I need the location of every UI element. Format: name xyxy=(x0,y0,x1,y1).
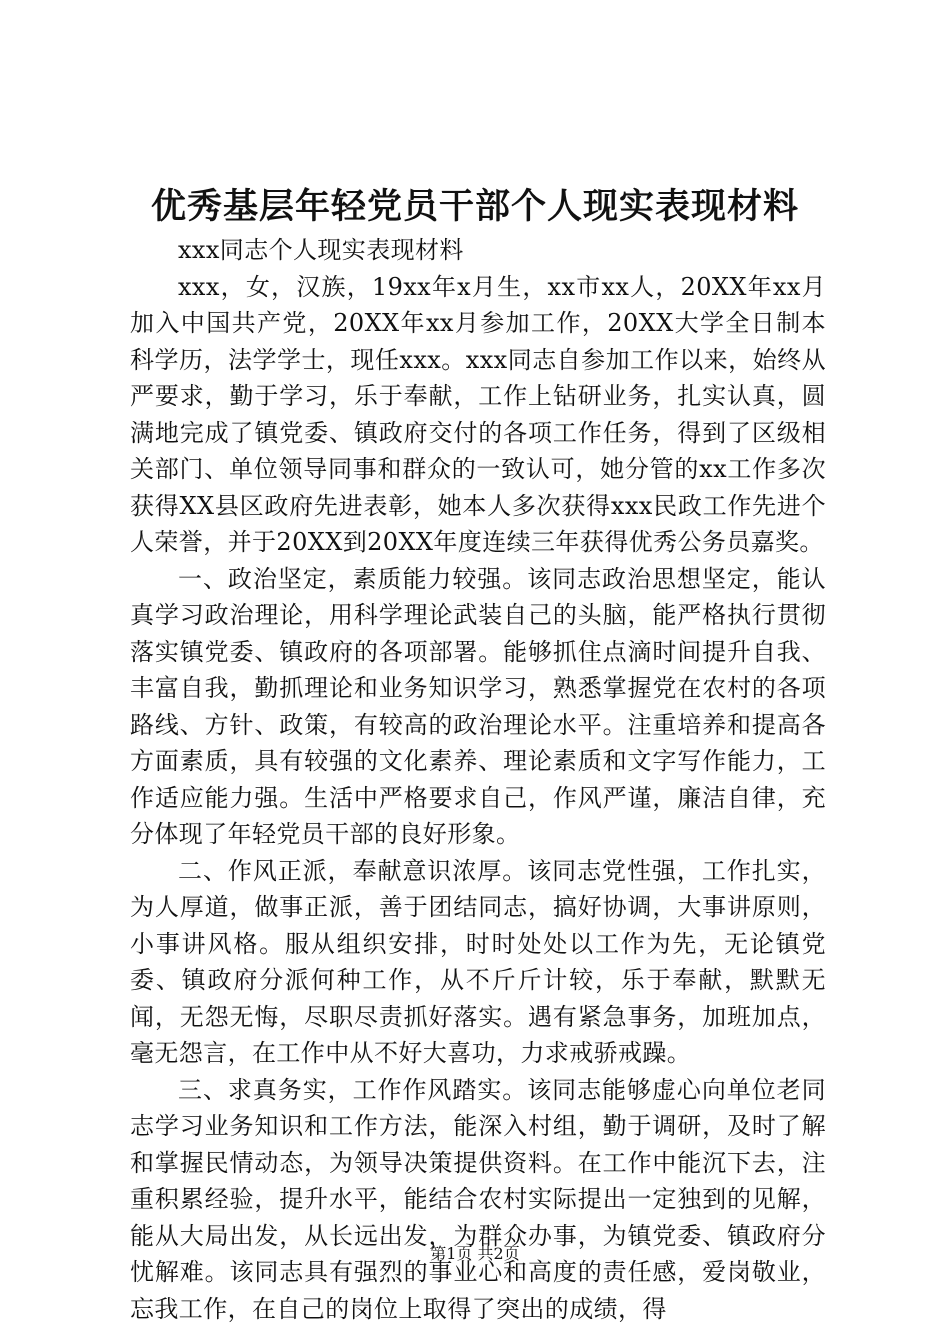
page-number-footer: 第1页 共2页 xyxy=(430,1244,520,1263)
intro-paragraph: xxx，女，汉族，19xx年x月生，xx市xx人，20XX年xx月加入中国共产党，20XX年xx月参加工作，20XX大学全日制本科学历，法学学士，现任xxx。xxx同志自参加工作以来，始终从严要求，勤于学习，乐于奉献，工作上钻研业务，扎实认真，圆满地完成了镇党委、镇政府交付的各项工作任务，得到了区级相关部门、单位领导同事和群众的一致认可，她分管的xx工作多次获得XX县区政府先进表彰，她本人多次获得xxx民政工作先进个人荣誉，并于20XX到20XX年度连续三年获得优秀公务员嘉奖。 xyxy=(130,272,826,556)
section-one-paragraph: 一、政治坚定，素质能力较强。该同志政治思想坚定，能认真学习政治理论，用科学理论武装自己的头脑，能严格执行贯彻落实镇党委、镇政府的各项部署。能够抓住点滴时间提升自我、丰富自我，勤抓理论和业务知识学习，熟悉掌握党在农村的各项路线、方针、政策，有较高的政治理论水平。注重培养和提高各方面素质，具有较强的文化素养、理论素质和文字写作能力，工作适应能力强。生活中严格要求自己，作风严谨，廉洁自律，充分体现了年轻党员干部的良好形象。 xyxy=(130,564,826,848)
document-body xyxy=(130,232,826,1327)
section-three-paragraph: 三、求真务实，工作作风踏实。该同志能够虚心向单位老同志学习业务知识和工作方法，能深入村组，勤于调研，及时了解和掌握民情动态，为领导决策提供资料。在工作中能沉下去，注重积累经验，提升水平，能结合农村实际提出一定独到的见解，能从大局出发，从长远出发，为群众办事，为镇党委、镇政府分忧解难。该同志具有强烈的事业心和高度的责任感，爱岗敬业，忘我工作，在自己的岗位上取得了突出的成绩，得 xyxy=(130,1075,826,1323)
subtitle-paragraph: xxx同志个人现实表现材料 xyxy=(178,236,464,264)
document-title: 优秀基层年轻党员干部个人现实表现材料 xyxy=(150,186,799,227)
section-two-paragraph: 二、作风正派，奉献意识浓厚。该同志党性强，工作扎实，为人厚道，做事正派，善于团结同志，搞好协调，大事讲原则，小事讲风格。服从组织安排，时时处处以工作为先，无论镇党委、镇政府分派何种工作，从不斤斤计较，乐于奉献，默默无闻，无怨无悔，尽职尽责抓好落实。遇有紧急事务，加班加点，毫无怨言，在工作中从不好大喜功，力求戒骄戒躁。 xyxy=(130,856,826,1067)
